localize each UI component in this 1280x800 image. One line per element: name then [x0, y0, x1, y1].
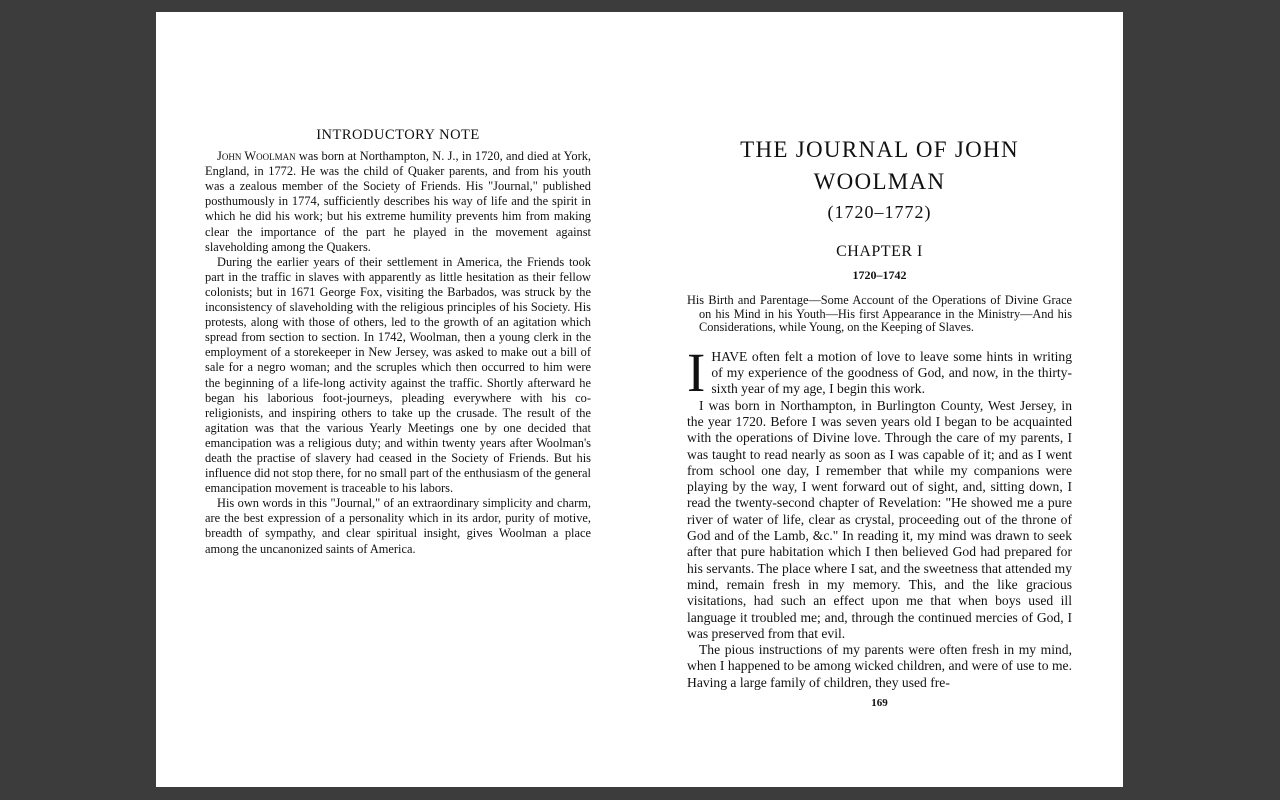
intro-paragraph-3: His own words in this "Journal," of an extraordinary simplicity and charm, are the best expression of a personality which in its ardor, purity of motive, breadth of sympathy, and clear spiritual insight, gives Woolman a place among the uncanonized saints of America. [205, 496, 591, 556]
introductory-note-heading: INTRODUCTORY NOTE [316, 127, 480, 143]
journal-paragraph-2: I was born in Northampton, in Burlington County, West Jersey, in the year 1720. Before I was seven years old I began to be acquainted with the operations of Divine love. Through the care of my parents, I was taught to read nearly as soon as I was capable of it; and as I went from school one day, I remember that while my companions were playing by the way, I went forward out of sight, and, sitting down, I read the twenty-second chapter of Revelation: "He showed me a pure river of water of life, clear as crystal, proceeding out of the throne of God and of the Lamb, &c." In reading it, my mind was drawn to seek after that pure habitation which I then believed God had prepared for his servants. The place where I sat, and the sweetness that attended my mind, remain fresh in my memory. This, and the like gracious visitations, had such an effect upon me that when boys used ill language it troubled me; and, through the continued mercies of God, I was preserved from that evil. [687, 397, 1072, 641]
intro-paragraph-2: During the earlier years of their settlement in America, the Friends took part in the traffic in slaves with apparently as little hesitation as their fellow colonists; but in 1671 George Fox, visiting the Barbados, was struck by the inconsistency of slaveholding with the religious principles of his Society. His protests, along with those of others, led to the growth of an agitation which spread from section to section. In 1742, Woolman, then a young clerk in the employment of a storekeeper in New Jersey, was asked to make out a bill of sale for a negro woman; and the scruples which then occurred to him were the beginning of a life-long activity against the traffic. Shortly afterward he began his laborious foot-journeys, pleading everywhere with his co-religionists, and inspiring others to take up the crusade. The result of the agitation was that the various Yearly Meetings one by one decided that emancipation was a religious duty; and within twenty years after Woolman's death the practise of slavery had ceased in the Society of Friends. But his influence did not stop there, for no small part of the enthusiasm of the general emancipation movement is traceable to his labors. [205, 254, 591, 496]
journal-body [687, 341, 1072, 691]
journal-page [687, 134, 1072, 709]
book-years: (1720–1772) [827, 202, 932, 222]
page-number: 169 [871, 697, 888, 710]
chapter-heading: CHAPTER I [836, 243, 923, 260]
chapter-summary: His Birth and Parentage—Some Account of the Operations of Divine Grace on his Mind in his Youth—His first Appearance in the Ministry—And his Considerations, while Young, on the Keeping of Slaves. [687, 293, 1072, 335]
drop-cap: I [687, 341, 706, 403]
book-spread [156, 12, 1123, 787]
book-title: THE JOURNAL OF JOHN WOOLMAN [740, 137, 1019, 194]
author-name: John Woolman [217, 149, 296, 164]
journal-paragraph-1-text: HAVE often felt a motion of love to leave some hints in writing of my experience of the goodness of God, and now, in the thirty-sixth year of my age, I begin this work. [711, 348, 1072, 397]
journal-paragraph-3: The pious instructions of my parents were often fresh in my mind, when I happened to be among wicked children, and were of use to me. Having a large family of children, they used fre- [687, 642, 1072, 690]
introductory-note [205, 128, 591, 557]
chapter-years: 1720–1742 [852, 268, 907, 282]
intro-paragraph-1 [205, 149, 591, 255]
journal-paragraph-1 [687, 341, 1072, 403]
intro-paragraph-1-text: was born at Northampton, N. J., in 1720, and died at York, England, in 1772. He was the child of Quaker parents, and from his youth was a zealous member of the Society of Friends. His "Journal," published posthumously in 1774, sufficiently describes his way of life and the spirit in which he did his work; but his extreme humility prevents him from making clear the importance of the part he played in the movement against slaveholding among the Quakers. [205, 149, 592, 254]
